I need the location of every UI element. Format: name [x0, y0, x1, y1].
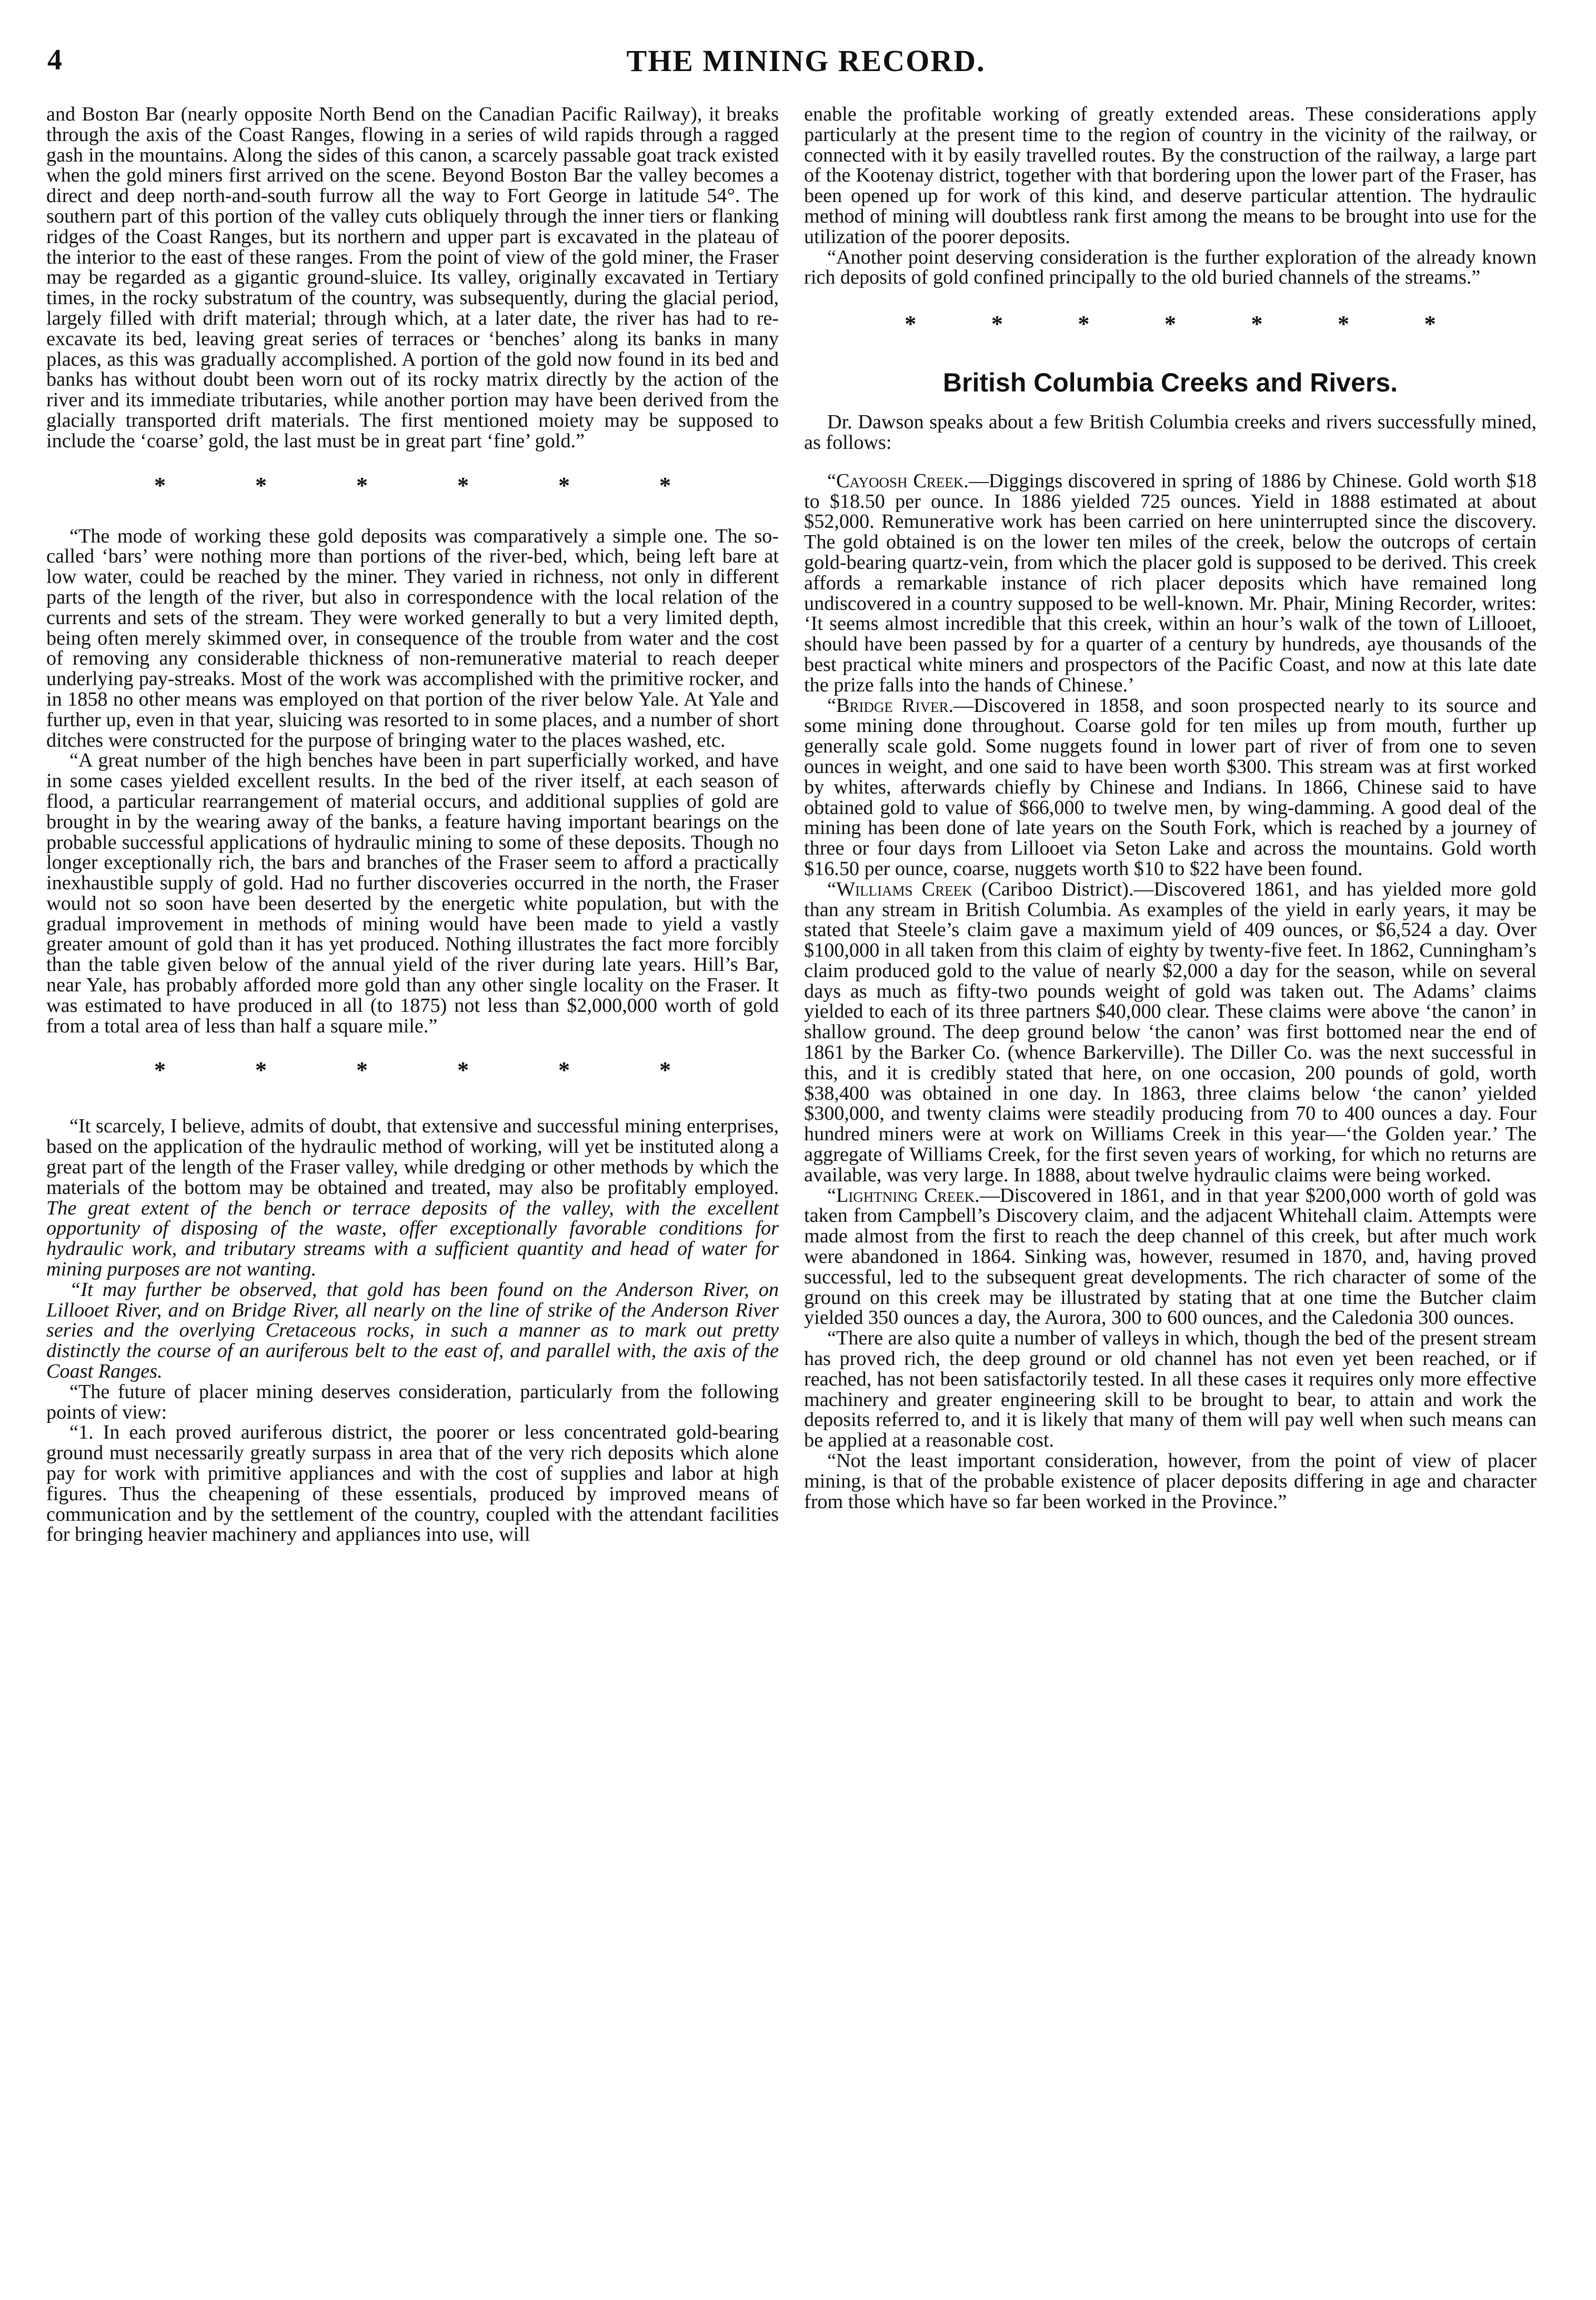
right-column	[804, 104, 1537, 1512]
paragraph: “Not the least important consideration, however, from the point of view of placer mining, is that of the probable existence of placer deposits differing in age and character from those which have so far been worked in the Province.”	[804, 1450, 1537, 1513]
creek-entry-bridge-river	[804, 696, 1537, 879]
creek-entry-lightning	[804, 1186, 1537, 1329]
separator-star: *	[1078, 311, 1090, 337]
creek-description: —Diggings discovered in spring of 1886 by Chinese. Gold worth $18 to $18.50 per ounce. In 1886 yielded 725 ounces. Yield in 1888 estimated at about $52,000. Remunerative work has been carried on here uninterrupted since the discovery. The gold obtained is on the lower ten miles of the creek, below the outcrops of certain gold-bearing quartz-vein, from which the placer gold is supposed to be derived. This creek affords a remarkable instance of rich placer deposits which have remained long undiscovered in a country supposed to be well-known. Mr. Phair, Mining Recorder, writes: ‘It seems almost incredible that this creek, within an hour’s walk of the town of Lillooet, should have been passed by for a quarter of a century by hundreds, aye thousands of the best practical white miners and prospectors of the Pacific Coast, and now at this late date the prize falls into the hands of Chinese.’	[804, 469, 1537, 696]
separator-star: *	[558, 1057, 570, 1083]
paragraph: “1. In each proved auriferous district, the poorer or less concentrated gold-bearing ground must necessarily greatly surpass in area that of the very rich deposits which alone pay for work with primitive appliances and with the cost of supplies and labor at high figures. Thus the cheapening of these essentials, produced by improved means of communication and by the settlement of the country, coupled with the attendant facilities for bringing heavier machinery and appliances into use, will	[46, 1421, 779, 1546]
separator-star: *	[457, 472, 469, 498]
separator-star: *	[1424, 311, 1436, 337]
page-header	[47, 43, 1564, 85]
paragraph: enable the profitable working of greatly extended areas. These considerations apply particularly at the present time to the region of country in the vicinity of the railway, or connected with it by easily travelled routes. By the construction of the railway, a large part of the Kootenay district, together with that bordering upon the lower part of the Fraser, has been opened up for work of this kind, and deserve particular attention. The hydraulic method of mining will doubtless rank first among the means to be brought into use for the utilization of the poorer deposits.	[804, 103, 1537, 248]
publication-title: THE MINING RECORD.	[626, 44, 986, 78]
separator-star: *	[1338, 311, 1350, 337]
intro-paragraph: Dr. Dawson speaks about a few British Columbia creeks and rivers successfully mined, as follows:	[804, 411, 1537, 454]
separator-star: *	[255, 472, 267, 498]
section-separator	[804, 311, 1537, 337]
separator-star: *	[659, 472, 671, 498]
separator-star: *	[457, 1057, 469, 1083]
paragraph: “The mode of working these gold deposits was comparatively a simple one. The so-called ‘bars’ were nothing more than portions of the river-bed, which, being left bare at low water, could be reached by the miner. They varied in richness, not only in different parts of the length of the river, but also in correspondence with the local relation of the currents and sets of the stream. They were worked generally to but a very limited depth, being often merely skimmed over, in consequence of the trouble from water and the cost of removing any considerable thickness of non-remunerative material to reach deeper underlying pay-streaks. Most of the work was accomplished with the primitive rocker, and in 1858 no other means was employed on that portion of the river below Yale. At Yale and further up, even in that year, sluicing was resorted to in some places, and a number of short ditches were constructed for the purpose of bringing water to the places washed, etc.	[46, 525, 779, 751]
separator-star: *	[255, 1057, 267, 1083]
paragraph: “Another point deserving consideration is the further exploration of the already known rich deposits of gold confined principally to the old buried channels of the streams.”	[804, 246, 1537, 289]
italic-text: The great extent of the bench or terrace deposits of the valley, with the excellent opportunity of disposing of the waste, offer exceptionally favorable conditions for hydraulic work, and tributary streams with a sufficient quantity and head of water for mining purposes are not wanting.	[46, 1197, 779, 1281]
creek-name: “Bridge River.	[827, 694, 954, 717]
section-heading: British Columbia Creeks and Rivers.	[942, 368, 1398, 398]
creek-name: “Lightning Creek.	[827, 1184, 980, 1207]
creek-description: (Cariboo District).—Discovered 1861, and has yielded more gold than any stream in British Columbia. As examples of the yield in early years, it may be stated that Steele’s claim gave a maximum yield of 409 ounces, or $6,524 a day. Over $100,000 in all taken from this claim of eighty by twenty-five feet. In 1862, Cunningham’s claim produced gold to the value of nearly $2,000 a day for the season, while on several days as much as fifty-two pounds weight of gold was taken out. The Adams’ claims yielded to each of its three partners $40,000 clear. These claims were above ‘the canon’ in shallow ground. The deep ground below ‘the canon’ was first bottomed near the end of 1861 by the Barker Co. (whence Barkerville). The Diller Co. was the next successful in this, and it is credibly stated that here, on one occasion, 200 pounds of gold, worth $38,400 was obtained in one day. In 1863, three claims below ‘the canon’ yielded $300,000, and twenty claims were steadily producing from 70 to 400 ounces a day. Four hundred miners were at work on Williams Creek in this year—‘the Golden year.’ The aggregate of Williams Creek, for the first seven years of working, for which no returns are available, was very large. In 1888, about twelve hydraulic claims were being worked.	[804, 878, 1537, 1186]
creek-name: “Williams Creek	[827, 878, 972, 900]
separator-star: *	[659, 1057, 671, 1083]
page-number: 4	[47, 44, 62, 76]
separator-star: *	[1164, 311, 1176, 337]
separator-star: *	[154, 472, 166, 498]
separator-star: *	[356, 1057, 368, 1083]
paragraph: “The future of placer mining deserves consideration, particularly from the following points of view:	[46, 1380, 779, 1423]
section-separator	[46, 1057, 779, 1083]
creek-name: “Cayoosh Creek.	[827, 469, 969, 492]
paragraph: and Boston Bar (nearly opposite North Bend on the Canadian Pacific Railway), it breaks through the axis of the Coast Ranges, flowing in a series of wild rapids through a ragged gash in the mountains. Along the sides of this canon, a scarcely passable goat track existed when the gold miners first arrived on the scene. Beyond Boston Bar the valley becomes a direct and deep north-and-south furrow all the way to Fort George in latitude 54°. The southern part of this portion of the valley cuts obliquely through the inner tiers or flanking ridges of the Coast Ranges, but its northern and upper part is excavated in the plateau of the interior to the east of these ranges. From the point of view of the gold miner, the Fraser may be regarded as a gigantic ground-sluice. Its valley, originally excavated in Tertiary times, in the rocky substratum of the country, was subsequently, during the glacial period, largely filled with drift material; through which, at a later date, the river has had to re-excavate its bed, leaving great series of terraces or ‘benches’ along its banks in many places, as this was gradually accomplished. A portion of the gold now found in its bed and banks has without doubt been worn out of its rocky matrix directly by the action of the river and its immediate tributaries, while another portion may have been derived from the glacially transported drift materials. The first mentioned moiety may be supposed to include the ‘coarse’ gold, the last must be in great part ‘fine’ gold.”	[46, 103, 779, 452]
separator-star: *	[558, 472, 570, 498]
separator-star: *	[1251, 311, 1263, 337]
creek-entry-williams	[804, 879, 1537, 1186]
separator-star: *	[991, 311, 1003, 337]
paragraph: “There are also quite a number of valleys in which, though the bed of the present stream has proved rich, the deep ground or old channel has not even yet been reached, or if reached, has not been satisfactorily tested. In all these cases it requires only more effective machinery and greater engineering skill to be brought to bear, to attain and work the deposits referred to, and it is likely that many of them will pay well when such means can be applied at a reasonable cost.	[804, 1327, 1537, 1452]
left-column	[46, 104, 779, 1545]
separator-star: *	[356, 472, 368, 498]
paragraph: “A great number of the high benches have been in part superficially worked, and have in some cases yielded excellent results. In the bed of the river itself, at each season of flood, a particular rearrangement of material occurs, and additional supplies of gold are brought in by the wearing away of the banks, a feature having important bearings on the probable successful applications of hydraulic mining to some of these deposits. Though no longer exceptionally rich, the bars and branches of the Fraser seem to afford a practically inexhaustible supply of gold. Had no further discoveries occurred in the north, the Fraser would not so soon have been deserted by the energetic white population, but with the gradual improvement in methods of mining would have been made to yield a vastly greater amount of gold than it has yet produced. Nothing illustrates the fact more forcibly than the table given below of the annual yield of the river during late years. Hill’s Bar, near Yale, has probably afforded more gold than any other single locality on the Fraser. It was estimated to have produced in all (to 1875) not less than $2,000,000 worth of gold from a total area of less than half a square mile.”	[46, 749, 779, 1037]
italic-paragraph: “It may further be observed, that gold has been found on the Anderson River, on Lillooet River, and on Bridge River, all nearly on the line of strike of the Anderson River series and the overlying Cretaceous rocks, in such a manner as to mark out pretty distinctly the course of an auriferous belt to the east of, and parallel with, the axis of the Coast Ranges.	[46, 1278, 779, 1383]
creek-description: —Discovered in 1861, and in that year $200,000 worth of gold was taken from Campbell’s Discovery claim, and the adjacent Whitehall claim. Attempts were made almost from the first to reach the deep channel of this creek, but after much work were abandoned in 1864. Sinking was, however, resumed in 1870, and, having proved successful, led to the subsequent great developments. The rich character of some of the ground on this creek may be illustrated by stating that at one time the Butcher claim yielded 350 ounces a day, the Aurora, 300 to 600 ounces, and the Caledonia 300 ounces.	[804, 1184, 1537, 1329]
section-separator	[46, 473, 779, 499]
separator-star: *	[905, 311, 917, 337]
separator-star: *	[154, 1057, 166, 1083]
creek-entry-cayoosh	[804, 471, 1537, 696]
creek-description: —Discovered in 1858, and soon prospected nearly to its source and some mining done throughout. Coarse gold for ten miles up from mouth, further up generally scale gold. Some nuggets found in lower part of river of from one to seven ounces in weight, and one said to have been worth $300. This stream was at first worked by whites, afterwards chiefly by Chinese and Indians. In 1866, Chinese said to have obtained gold to value of $66,000 to twelve men, by wing-damming. A good deal of the mining has been done of late years on the South Fork, which is reached by a journey of three or four days from Lillooet via Seton Lake and across the mountains. Gold worth $16.50 per ounce, coarse, nuggets worth $10 to $22 have been found.	[804, 694, 1537, 880]
paragraph	[46, 1116, 779, 1279]
paragraph-text: “It scarcely, I believe, admits of doubt, that extensive and successful mining enterprises, based on the application of the hydraulic method of working, will yet be instituted along a great part of the length of the Fraser valley, while dredging or other methods by which the materials of the bottom may be obtained and treated, may also be profitably employed.	[46, 1115, 779, 1199]
